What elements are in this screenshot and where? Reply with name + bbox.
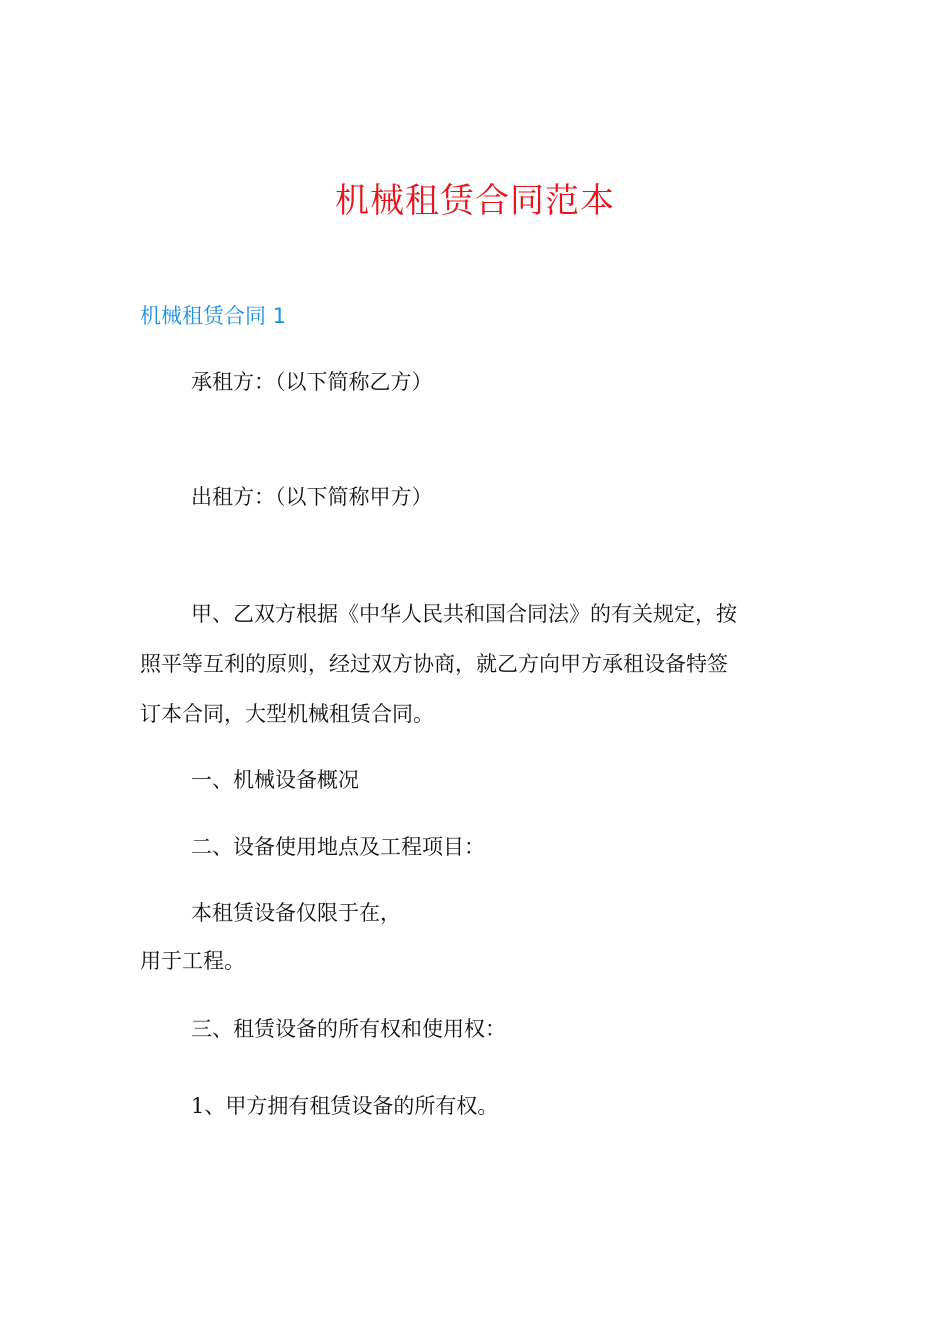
lessee-line: 承租方：（以下简称乙方） (191, 370, 433, 394)
clause-3-heading: 三、租赁设备的所有权和使用权： (191, 1017, 506, 1041)
location-line-2: 用于工程。 (140, 949, 245, 973)
intro-paragraph-line-3: 订本合同，大型机械租赁合同。 (140, 702, 434, 726)
intro-paragraph-line-2: 照平等互利的原则，经过双方协商，就乙方向甲方承租设备特签 (140, 652, 728, 676)
clause-3-item-1: 1、甲方拥有租赁设备的所有权。 (191, 1094, 499, 1118)
clause-1-heading: 一、机械设备概况 (191, 768, 359, 792)
intro-paragraph-line-1: 甲、乙双方根据《中华人民共和国合同法》的有关规定，按 (191, 602, 737, 626)
clause-2-heading: 二、设备使用地点及工程项目： (191, 835, 485, 859)
section-heading: 机械租赁合同 1 (140, 304, 287, 328)
location-line-1: 本租赁设备仅限于在， (191, 901, 401, 925)
lessor-line: 出租方：（以下简称甲方） (191, 485, 433, 509)
document-title: 机械租赁合同范本 (335, 181, 615, 221)
